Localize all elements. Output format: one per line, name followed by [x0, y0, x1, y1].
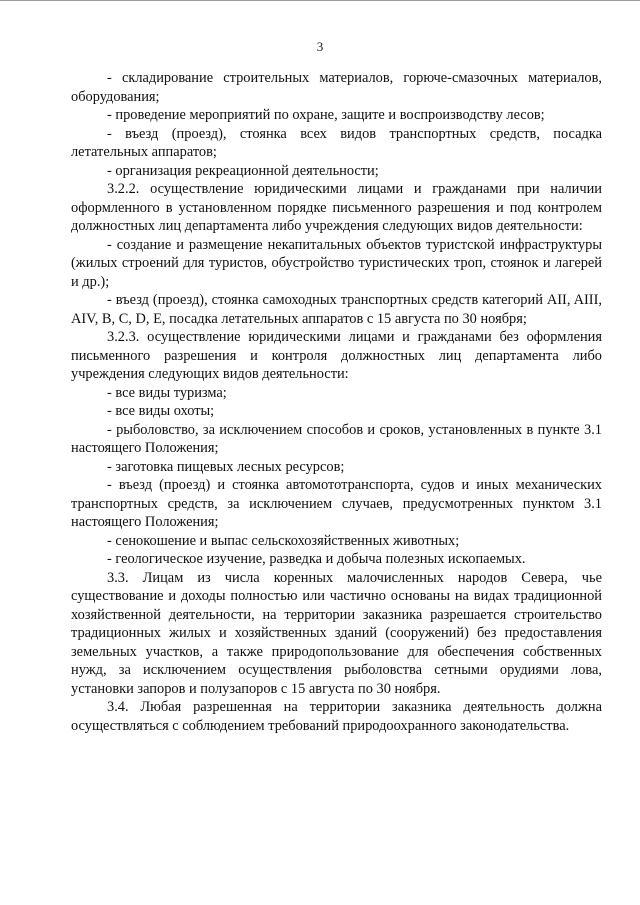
paragraph: - въезд (проезд) и стоянка автомототранспорта, судов и иных механических транспортных средств, за исключением случаев, предусмотренных пунктом 3.1 настоящего Положения; [71, 477, 602, 530]
paragraph: 3.2.2. осуществление юридическими лицами и гражданами при наличии оформленного в установленном порядке письменного разрешения и под контролем должностных лиц департамента либо учреждения следующих видов деятельности: [71, 181, 602, 234]
paragraph: - проведение мероприятий по охране, защите и воспроизводству лесов; [107, 107, 545, 123]
page-number: 3 [316, 39, 324, 54]
paragraph: - организация рекреационной деятельности; [107, 162, 379, 179]
paragraph: - все виды охоты; [107, 403, 215, 419]
paragraph: - все виды туризма; [107, 384, 227, 401]
paragraph: - заготовка пищевых лесных ресурсов; [107, 458, 345, 475]
paragraph: - въезд (проезд), стоянка всех видов транспортных средств, посадка летательных аппаратов; [71, 125, 602, 160]
document-body [71, 69, 602, 735]
paragraph: - создание и размещение некапитальных объектов туристской инфраструктуры (жилых строений для туристов, обустройство туристических троп, стоянок и лагерей и др.); [71, 236, 602, 290]
paragraph: 3.2.3. осуществление юридическими лицами и гражданами без оформления письменного разрешения и контроля должностных лиц департамента либо учреждения следующих видов деятельности: [71, 329, 602, 382]
paragraph: 3.3. Лицам из числа коренных малочисленных народов Севера, чье существование и доходы полностью или частично основаны на видах традиционной хозяйственной деятельности, на территории заказника разрешается строительство традиционных жилых и хозяйственных зданий (сооружений) без предоставления земельных участков, а также природопользование для обеспечения собственных нужд, за исключением осуществления рыболовства сетными орудиями лова, установки запоров и полузапоров с 15 августа по 30 ноября. [71, 569, 602, 697]
paragraph: - геологическое изучение, разведка и добыча полезных ископаемых. [107, 551, 526, 567]
paragraph: - въезд (проезд), стоянка самоходных транспортных средств категорий AII, AIII, AIV, B, C, D, E, посадка летательных аппаратов с 15 августа по 30 ноября; [71, 292, 602, 327]
paragraph: - рыболовство, за исключением способов и сроков, установленных в пункте 3.1 настоящего Положения; [71, 421, 602, 456]
paragraph: - складирование строительных материалов, горюче-смазочных материалов, оборудования; [71, 70, 602, 105]
paragraph: - сенокошение и выпас сельскохозяйственных животных; [107, 532, 460, 549]
paragraph: 3.4. Любая разрешенная на территории заказника деятельность должна осуществляться с соблюдением требований природоохранного законодательства. [71, 699, 602, 734]
